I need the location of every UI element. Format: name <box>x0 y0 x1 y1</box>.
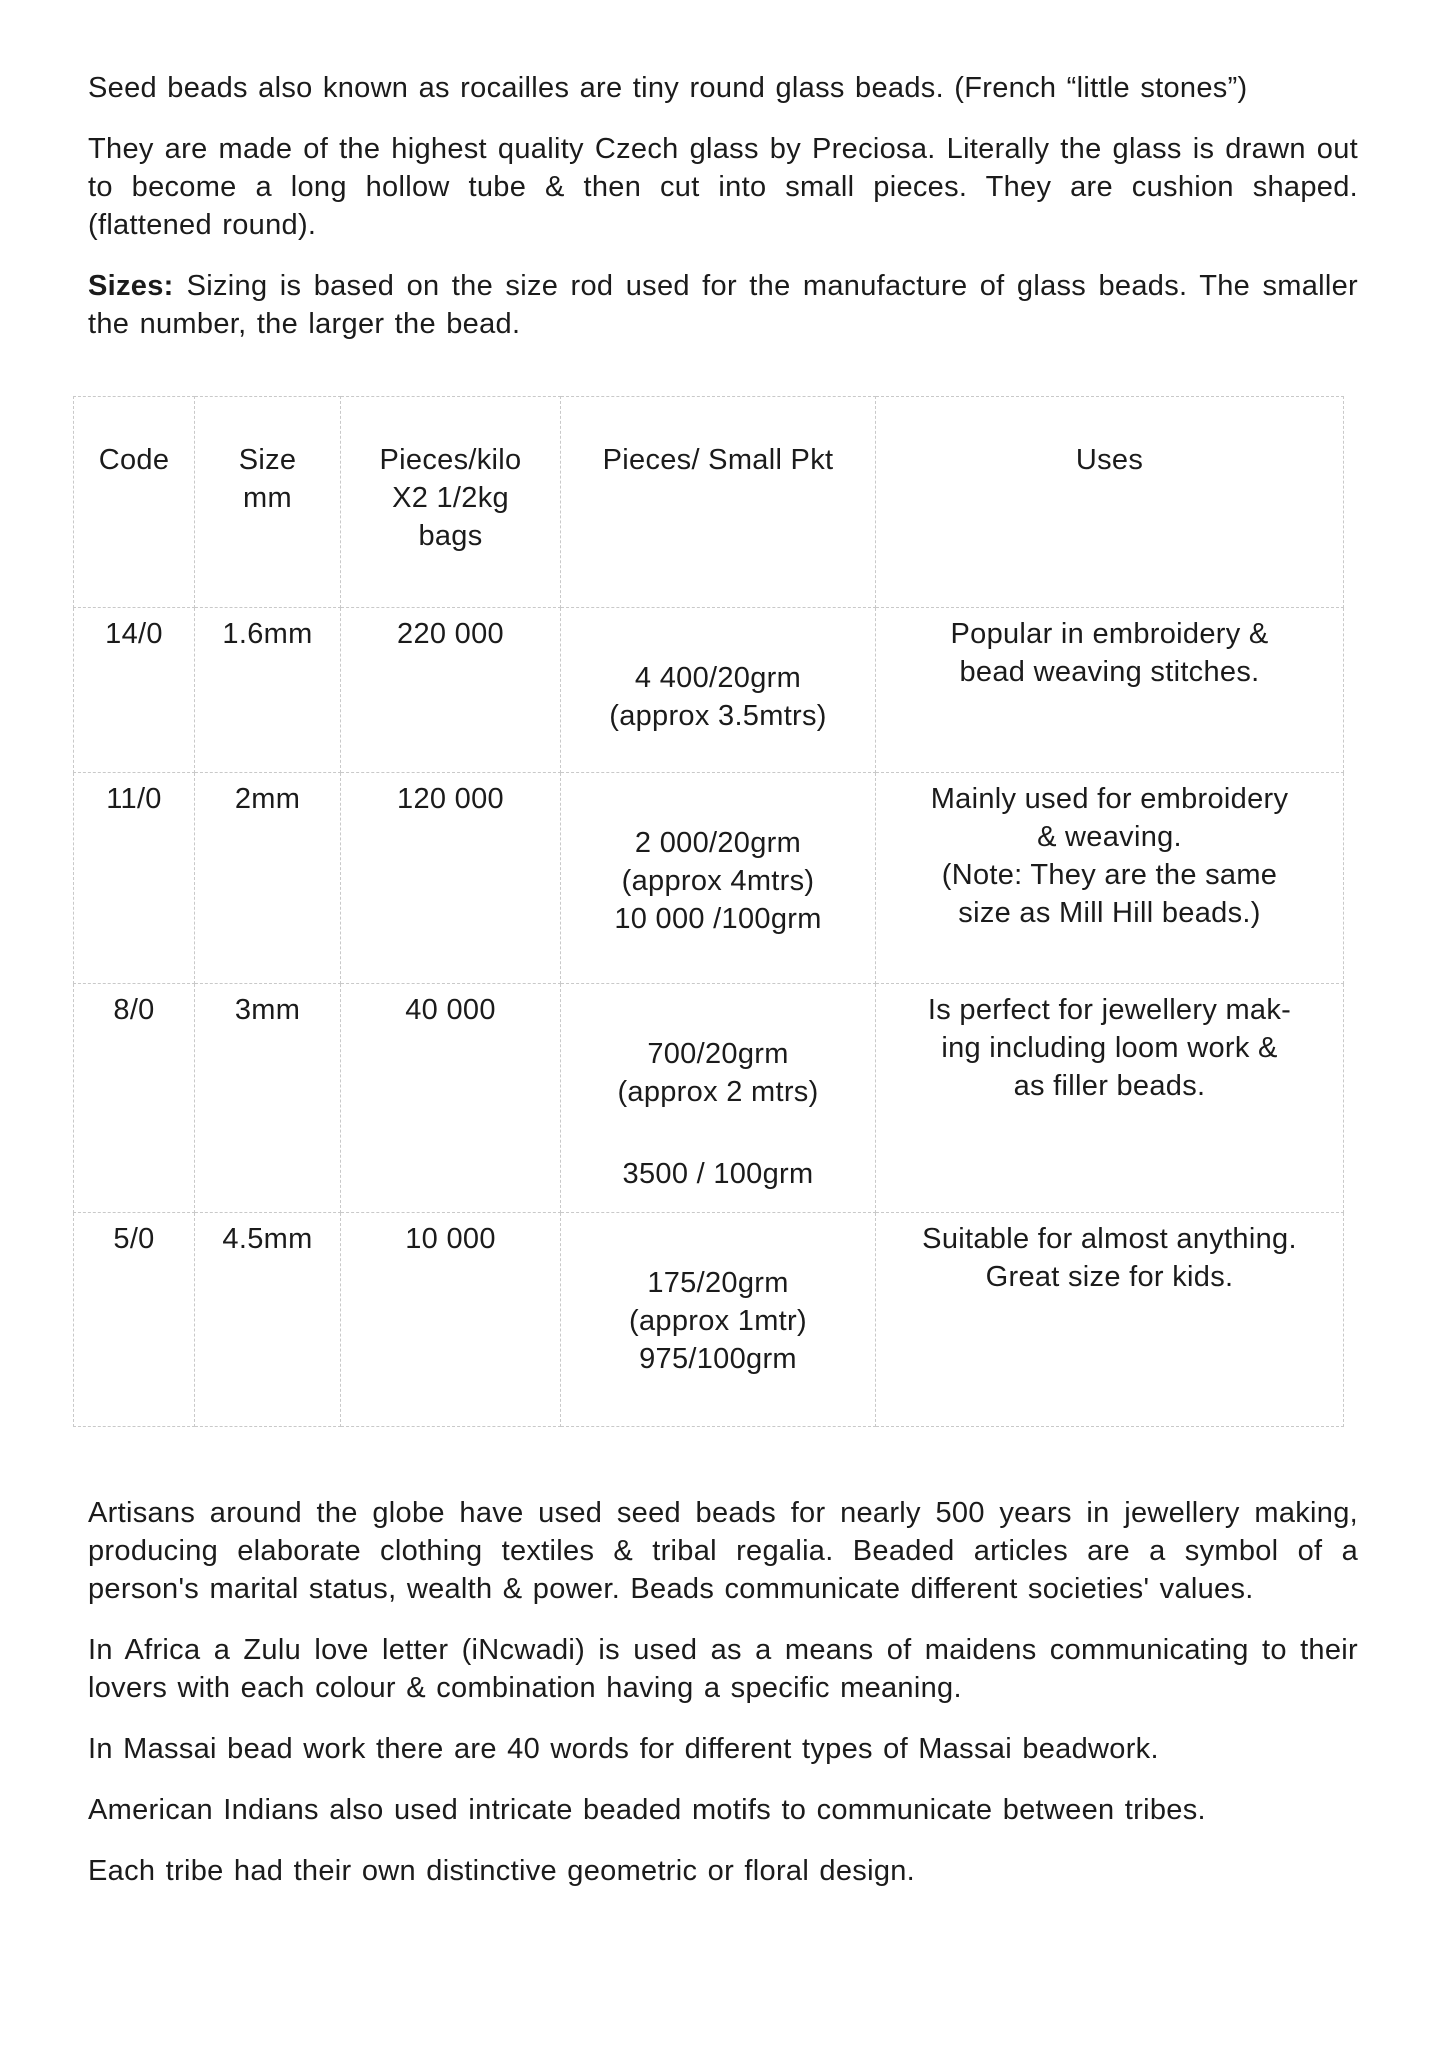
cell-line: 10 000 /100grm <box>614 903 822 935</box>
table-row-11-0 <box>74 773 1344 984</box>
pieces-kilo-cell: 220 000 <box>341 608 561 773</box>
intro-paragraph-2: They are made of the highest quality Czech glass by Preciosa. Literally the glass is drawn out to become a long hollow tube & then cut into small pieces. They are cushion shaped. (flattened round). <box>88 133 1358 241</box>
small-pkt-cell <box>561 984 876 1213</box>
table-row-5-0 <box>74 1213 1344 1427</box>
massai-paragraph: In Massai bead work there are 40 words for different types of Massai beadwork. <box>88 1733 1159 1765</box>
size-cell: 3mm <box>195 984 341 1213</box>
header-pieces-kilo <box>341 397 561 608</box>
header-size-line2: mm <box>243 482 292 514</box>
header-uses: Uses <box>876 397 1344 608</box>
small-pkt-text <box>561 659 875 735</box>
pieces-kilo-cell: 120 000 <box>341 773 561 984</box>
size-cell: 2mm <box>195 773 341 984</box>
header-pieces-kilo-line2: X2 1/2kg <box>392 482 509 514</box>
cell-line: bead weaving stitches. <box>959 656 1260 688</box>
header-size-line1: Size <box>238 444 297 476</box>
uses-cell <box>876 608 1344 773</box>
code-cell: 5/0 <box>74 1213 195 1427</box>
table-row-14-0 <box>74 608 1344 773</box>
size-cell: 1.6mm <box>195 608 341 773</box>
sizes-paragraph <box>88 267 1358 343</box>
cell-line: (approx 3.5mtrs) <box>609 700 827 732</box>
header-pieces-kilo-line1: Pieces/kilo <box>379 444 522 476</box>
cell-line: ing including loom work & <box>941 1032 1278 1064</box>
cell-line: Is perfect for jewellery mak- <box>927 994 1292 1026</box>
cell-line: Popular in embroidery & <box>950 618 1269 650</box>
cell-line: & weaving. <box>1037 821 1182 853</box>
cell-line: 700/20grm <box>647 1038 789 1070</box>
american-indians-paragraph: American Indians also used intricate beaded motifs to communicate between tribes. <box>88 1794 1206 1826</box>
header-pieces-kilo-line3: bags <box>418 520 483 552</box>
cell-line: 2 000/20grm <box>634 827 802 859</box>
cell-line: (approx 1mtr) <box>629 1305 807 1337</box>
header-size <box>195 397 341 608</box>
cell-line: Suitable for almost anything. <box>922 1223 1297 1255</box>
cell-line: as filler beads. <box>1013 1070 1206 1102</box>
cell-line: (approx 2 mtrs) <box>617 1076 819 1108</box>
cell-line: 975/100grm <box>639 1343 797 1375</box>
uses-cell <box>876 773 1344 984</box>
header-code: Code <box>74 397 195 608</box>
small-pkt-text <box>561 1035 875 1193</box>
cell-line: 175/20grm <box>647 1267 789 1299</box>
small-pkt-cell <box>561 773 876 984</box>
pieces-kilo-cell: 10 000 <box>341 1213 561 1427</box>
cell-line: (approx 4mtrs) <box>621 865 815 897</box>
size-cell: 4.5mm <box>195 1213 341 1427</box>
cell-line: 4 400/20grm <box>634 662 802 694</box>
code-cell: 8/0 <box>74 984 195 1213</box>
header-small-pkt: Pieces/ Small Pkt <box>561 397 876 608</box>
uses-cell <box>876 1213 1344 1427</box>
tribe-design-paragraph: Each tribe had their own distinctive geometric or floral design. <box>88 1855 916 1887</box>
small-pkt-text <box>561 1264 875 1378</box>
small-pkt-cell <box>561 1213 876 1427</box>
code-cell: 14/0 <box>74 608 195 773</box>
artisans-paragraph: Artisans around the globe have used seed beads for nearly 500 years in jewellery making, producing elaborate clothing textiles & tribal regalia. Beaded articles are a symbol of a person's marital status, wealth & power. Beads communicate different societies' values. <box>88 1497 1358 1605</box>
cell-line: size as Mill Hill beads.) <box>958 897 1261 929</box>
sizes-label: Sizes: <box>88 270 174 302</box>
code-cell: 11/0 <box>74 773 195 984</box>
cell-line: (Note: They are the same <box>941 859 1278 891</box>
small-pkt-text <box>561 824 875 938</box>
pieces-kilo-cell: 40 000 <box>341 984 561 1213</box>
seed-bead-size-table <box>73 396 1344 1427</box>
sizes-text: Sizing is based on the size rod used for the manufacture of glass beads. The smaller the number, the larger the bead. <box>88 270 1358 340</box>
intro-paragraph-1: Seed beads also known as rocailles are tiny round glass beads. (French “little stones”) <box>88 72 1248 104</box>
uses-cell <box>876 984 1344 1213</box>
cell-line: Mainly used for embroidery <box>930 783 1289 815</box>
small-pkt-cell <box>561 608 876 773</box>
table-row-8-0 <box>74 984 1344 1213</box>
cell-line: 3500 / 100grm <box>622 1158 814 1190</box>
table-header-row <box>74 397 1344 608</box>
zulu-love-letter-paragraph: In Africa a Zulu love letter (iNcwadi) is used as a means of maidens communicating to their lovers with each colour & combination having a specific meaning. <box>88 1634 1358 1704</box>
cell-line: Great size for kids. <box>985 1261 1234 1293</box>
